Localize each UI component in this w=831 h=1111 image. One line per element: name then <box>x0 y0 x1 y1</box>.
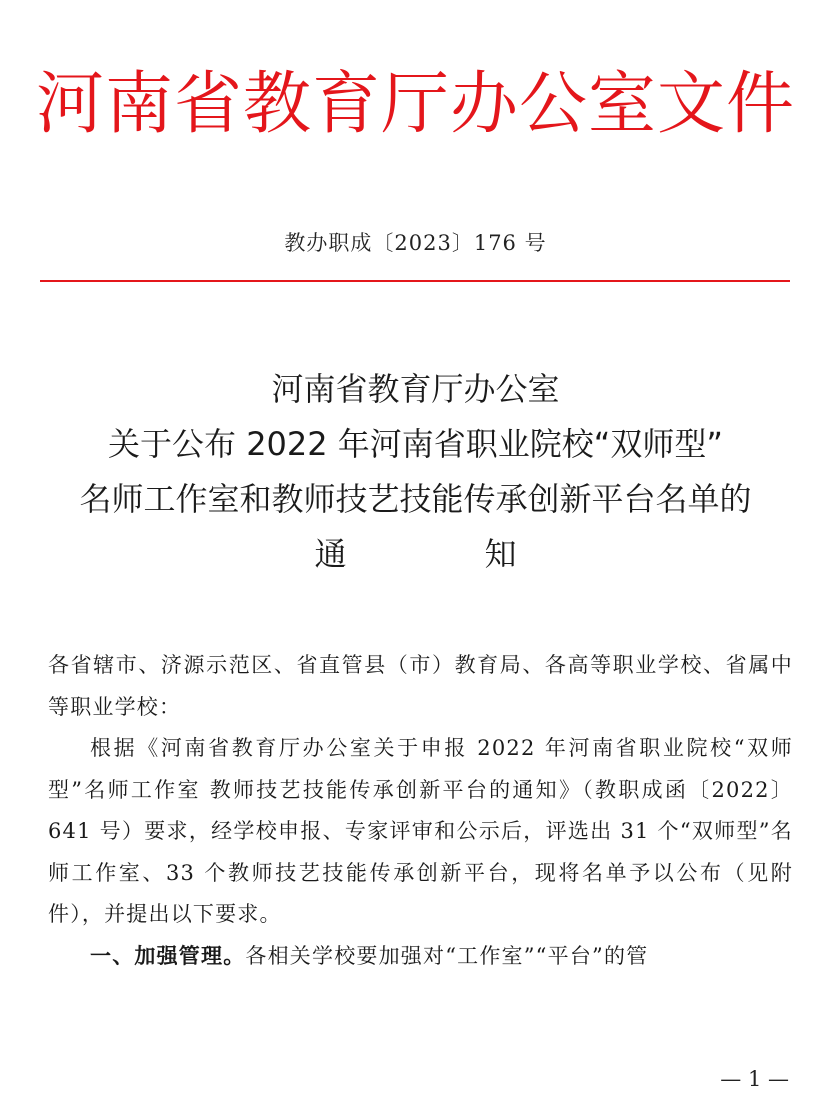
body-paragraph-1: 根据《河南省教育厅办公室关于申报 2022 年河南省职业院校“双师型”名师工作室 教师技艺技能传承创新平台的通知》（教职成函〔2022〕641 号）要求，经学校申报、专家评审和公示后，评选出 31 个“双师型”名师工作室、33 个教师技艺技能传承创新平台，现将名单予以公布（见附件），并提出以下要求。 <box>48 736 793 926</box>
title-line-2 <box>0 417 831 472</box>
title-notice-char-2: 知 <box>484 535 517 573</box>
addressee-paragraph: 各省辖市、济源示范区、省直管县（市）教育局、各高等职业学校、省属中等职业学校： <box>48 653 793 719</box>
title-line-1-text: 河南省教育厅办公室 <box>271 370 560 408</box>
document-masthead <box>0 55 831 155</box>
title-line-3-text: 名师工作室和教师技艺技能传承创新平台名单的 <box>79 480 752 518</box>
section-1-heading: 一、加强管理。 <box>90 943 246 968</box>
title-line-3 <box>0 472 831 527</box>
page-number: — 1 — <box>720 1067 789 1091</box>
red-divider-line <box>40 280 790 282</box>
document-number: 教办职成〔2023〕176 号 <box>284 231 547 255</box>
document-body <box>48 645 793 977</box>
masthead-text: 河南省教育厅办公室文件 <box>35 65 795 144</box>
section-1-paragraph <box>48 936 793 978</box>
title-line-2-text: 关于公布 2022 年河南省职业院校“双师型” <box>108 425 723 463</box>
document-title <box>0 362 831 582</box>
title-notice-char-1: 通 <box>314 535 347 573</box>
title-notice <box>0 527 831 582</box>
title-line-1 <box>0 362 831 417</box>
section-1-text: 各相关学校要加强对“工作室”“平台”的管 <box>245 943 649 968</box>
